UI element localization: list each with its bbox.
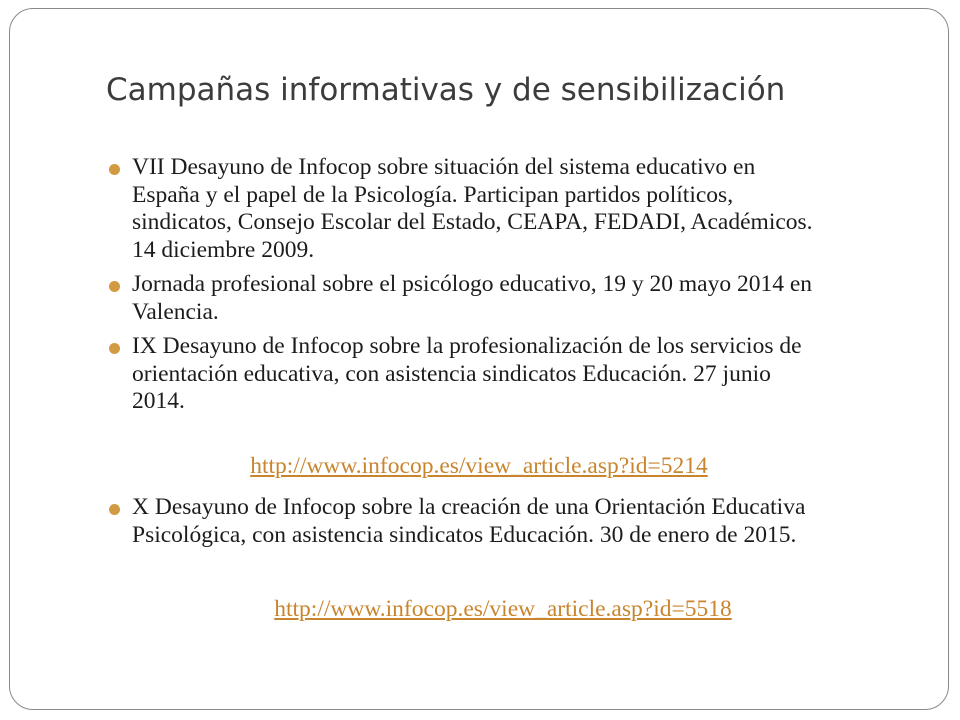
bullet-dot-icon xyxy=(109,164,120,175)
bullet-list xyxy=(106,154,826,423)
link-row xyxy=(130,596,876,624)
list-item-text: VII Desayuno de Infocop sobre situación del sistema educativo en España y el papel de la Psicología. Participan partidos políticos, sindicatos, Consejo Escolar del Estado, CEAPA, FEDADI, Académicos. 14 diciembre 2009. xyxy=(132,154,813,263)
bullet-list-continued xyxy=(106,494,826,556)
list-item-desayuno-ix xyxy=(106,333,826,416)
article-link-5214[interactable]: http://www.infocop.es/view_article.asp?id=5214 xyxy=(250,453,708,479)
bullet-dot-icon xyxy=(109,343,120,354)
list-item-desayuno-x xyxy=(106,494,826,549)
list-item-text: IX Desayuno de Infocop sobre la profesionalización de los servicios de orientación educativa, con asistencia sindicatos Educación. 27 junio 2014. xyxy=(132,333,802,414)
slide-title: Campañas informativas y de sensibilización xyxy=(106,72,786,108)
list-item-desayuno-vii xyxy=(106,154,826,264)
link-row xyxy=(106,453,852,481)
bullet-dot-icon xyxy=(109,281,120,292)
article-link-5518[interactable]: http://www.infocop.es/view_article.asp?id=5518 xyxy=(274,596,732,622)
list-item-text: X Desayuno de Infocop sobre la creación de una Orientación Educativa Psicológica, con asistencia sindicatos Educación. 30 de enero de 2015. xyxy=(132,494,806,548)
bullet-dot-icon xyxy=(109,504,120,515)
list-item-text: Jornada profesional sobre el psicólogo educativo, 19 y 20 mayo 2014 en Valencia. xyxy=(132,271,813,325)
list-item-jornada-profesional xyxy=(106,271,826,326)
